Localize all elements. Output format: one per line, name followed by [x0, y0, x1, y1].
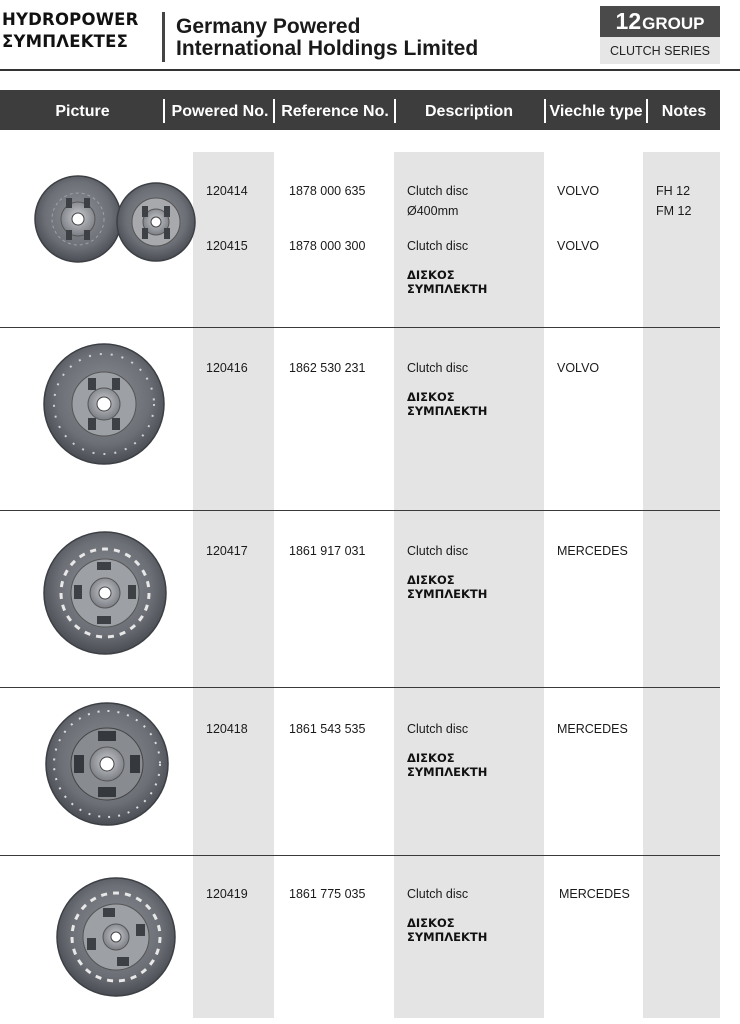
- vehicle-type: MERCEDES: [557, 544, 628, 558]
- note: FH 12: [656, 184, 691, 198]
- brand-divider: [162, 12, 165, 62]
- group-badge: [600, 6, 720, 37]
- powered-no: 120414: [206, 184, 248, 198]
- reference-no: 1861 917 031: [289, 544, 366, 558]
- vehicle-type: VOLVO: [557, 361, 600, 375]
- description-greek-line-1: ΔΙΣΚΟΣ: [407, 916, 455, 930]
- table-header: [0, 90, 720, 130]
- description-greek-line-1: ΔΙΣΚΟΣ: [407, 751, 455, 765]
- reference-no: 1878 000 300: [289, 239, 366, 253]
- column-header-description: Description: [424, 103, 513, 120]
- powered-no: 120419: [206, 887, 248, 901]
- powered-no: 120416: [206, 361, 248, 375]
- reference-no: 1878 000 635: [289, 184, 366, 198]
- column-header-powered-no: Powered No.: [171, 103, 269, 120]
- vehicle-type: VOLVO: [557, 184, 600, 198]
- description-greek-line-2: ΣΥΜΠΛΕΚΤΗ: [407, 404, 488, 418]
- powered-no: 120415: [206, 239, 248, 253]
- powered-no: 120417: [206, 544, 248, 558]
- reference-no: 1862 530 231: [289, 361, 366, 375]
- column-header-reference-no: Reference No.: [281, 103, 389, 120]
- clutch-disc-120416-image: [40, 342, 168, 466]
- clutch-disc-120414-image: [20, 170, 200, 270]
- description-size: Ø400mm: [407, 204, 459, 218]
- description-greek-line-2: ΣΥΜΠΛΕΚΤΗ: [407, 282, 488, 296]
- description-greek-line-2: ΣΥΜΠΛΕΚΤΗ: [407, 765, 488, 779]
- row-divider: [0, 855, 720, 856]
- brand-line-2: ΣΥΜΠΛΕΚΤΕΣ: [2, 32, 129, 51]
- powered-no: 120418: [206, 722, 248, 736]
- reference-no: 1861 775 035: [289, 887, 366, 901]
- row-divider: [0, 510, 720, 511]
- column-header-notes: Notes: [661, 103, 707, 120]
- vehicle-type: MERCEDES: [557, 722, 628, 736]
- note: FM 12: [656, 204, 692, 218]
- header-rule: [0, 69, 740, 71]
- description-greek-line-1: ΔΙΣΚΟΣ: [407, 268, 455, 282]
- column-separator: [273, 99, 275, 123]
- column-header-picture: Picture: [55, 103, 110, 120]
- description-greek-line-2: ΣΥΜΠΛΕΚΤΗ: [407, 587, 488, 601]
- brand-logo-text: [2, 9, 162, 53]
- company-line-1: Germany Powered: [176, 15, 361, 38]
- description: Clutch disc: [407, 239, 469, 253]
- vehicle-type: VOLVO: [557, 239, 600, 253]
- column-separator: [163, 99, 165, 123]
- clutch-disc-120418-image: [44, 701, 170, 827]
- company-line-2: International Holdings Limited: [176, 37, 479, 60]
- description: Clutch disc: [407, 184, 469, 198]
- brand-line-1: HYDROPOWER: [2, 10, 139, 29]
- reference-no: 1861 543 535: [289, 722, 366, 736]
- description-greek-line-1: ΔΙΣΚΟΣ: [407, 573, 455, 587]
- series-badge: CLUTCH SERIES: [600, 37, 720, 64]
- description: Clutch disc: [407, 887, 469, 901]
- description: Clutch disc: [407, 361, 469, 375]
- clutch-disc-120417-image: [42, 530, 168, 656]
- column-header-vehicle-type: Viechle type: [549, 103, 643, 120]
- description-greek-line-2: ΣΥΜΠΛΕΚΤΗ: [407, 930, 488, 944]
- row-divider: [0, 327, 720, 328]
- description: Clutch disc: [407, 544, 469, 558]
- group-number: 12: [615, 8, 642, 34]
- notes-column-shade: [643, 152, 720, 1018]
- vehicle-type: MERCEDES: [559, 887, 630, 901]
- group-word: GROUP: [642, 14, 705, 33]
- clutch-disc-120419-image: [55, 876, 177, 998]
- row-divider: [0, 687, 720, 688]
- description: Clutch disc: [407, 722, 469, 736]
- company-name: [176, 16, 478, 60]
- description-greek-line-1: ΔΙΣΚΟΣ: [407, 390, 455, 404]
